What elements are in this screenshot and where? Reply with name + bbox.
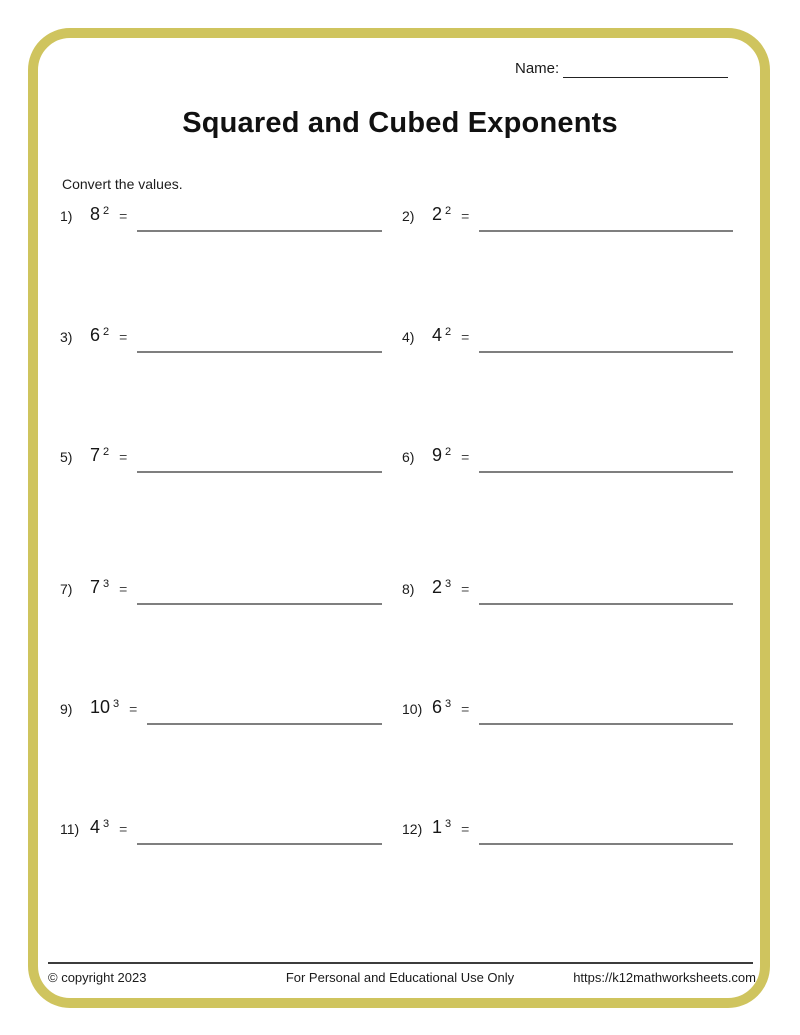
problem-number: 7) — [60, 581, 73, 597]
problem-number: 9) — [60, 701, 73, 717]
instructions-text: Convert the values. — [62, 176, 183, 192]
problem-expression — [90, 698, 119, 718]
problem-12 — [402, 818, 733, 848]
equals-sign: = — [461, 581, 470, 597]
problem-9 — [60, 698, 382, 728]
problem-expression — [432, 205, 451, 225]
footer-divider — [48, 962, 753, 964]
name-input-line[interactable] — [563, 58, 728, 78]
base-number: 2 — [432, 204, 443, 224]
footer-copyright: © copyright 2023 — [48, 970, 147, 985]
problem-11 — [60, 818, 382, 848]
footer-website-url: https://k12mathworksheets.com — [573, 970, 756, 985]
exponent: 2 — [103, 446, 110, 458]
base-number: 9 — [432, 445, 443, 465]
problem-number: 4) — [402, 329, 415, 345]
problem-number: 12) — [402, 821, 423, 837]
answer-line[interactable] — [137, 818, 382, 845]
base-number: 6 — [432, 697, 443, 717]
answer-line[interactable] — [479, 326, 733, 353]
equals-sign: = — [119, 208, 128, 224]
answer-line[interactable] — [479, 446, 733, 473]
problem-number: 8) — [402, 581, 415, 597]
equals-sign: = — [461, 329, 470, 345]
answer-line[interactable] — [137, 326, 382, 353]
base-number: 4 — [432, 325, 443, 345]
exponent: 3 — [445, 818, 452, 830]
problem-4 — [402, 326, 733, 356]
problem-3 — [60, 326, 382, 356]
equals-sign: = — [129, 701, 138, 717]
exponent: 3 — [103, 578, 110, 590]
equals-sign: = — [119, 581, 128, 597]
base-number: 6 — [90, 325, 101, 345]
problem-expression — [432, 446, 451, 466]
answer-line[interactable] — [137, 205, 382, 232]
problem-expression — [432, 578, 451, 598]
exponent: 2 — [445, 205, 452, 217]
problem-expression — [90, 818, 109, 838]
answer-line[interactable] — [137, 578, 382, 605]
base-number: 4 — [90, 817, 101, 837]
problem-expression — [90, 446, 109, 466]
answer-line[interactable] — [479, 818, 733, 845]
problem-expression — [90, 326, 109, 346]
exponent: 2 — [445, 326, 452, 338]
answer-line[interactable] — [479, 578, 733, 605]
problem-number: 2) — [402, 208, 415, 224]
problem-5 — [60, 446, 382, 476]
equals-sign: = — [119, 329, 128, 345]
base-number: 7 — [90, 445, 101, 465]
answer-line[interactable] — [479, 698, 733, 725]
exponent: 3 — [113, 698, 120, 710]
exponent: 2 — [445, 446, 452, 458]
exponent: 2 — [103, 205, 110, 217]
problem-6 — [402, 446, 733, 476]
base-number: 7 — [90, 577, 101, 597]
problem-10 — [402, 698, 733, 728]
problem-number: 10) — [402, 701, 423, 717]
problem-expression — [432, 326, 451, 346]
equals-sign: = — [461, 449, 470, 465]
equals-sign: = — [461, 701, 470, 717]
problem-2 — [402, 205, 733, 235]
footer-usage-note: For Personal and Educational Use Only — [285, 970, 515, 985]
problem-number: 1) — [60, 208, 73, 224]
problem-number: 6) — [402, 449, 415, 465]
problem-number: 5) — [60, 449, 73, 465]
base-number: 2 — [432, 577, 443, 597]
problem-number: 3) — [60, 329, 73, 345]
equals-sign: = — [119, 449, 128, 465]
exponent: 3 — [103, 818, 110, 830]
problem-expression — [432, 698, 451, 718]
answer-line[interactable] — [137, 446, 382, 473]
name-label: Name: — [515, 60, 560, 77]
problem-expression — [90, 205, 109, 225]
base-number: 1 — [432, 817, 443, 837]
exponent: 2 — [103, 326, 110, 338]
equals-sign: = — [461, 208, 470, 224]
problem-expression — [90, 578, 109, 598]
problem-8 — [402, 578, 733, 608]
problem-1 — [60, 205, 382, 235]
exponent: 3 — [445, 578, 452, 590]
answer-line[interactable] — [147, 698, 382, 725]
problem-7 — [60, 578, 382, 608]
problem-expression — [432, 818, 451, 838]
base-number: 10 — [90, 697, 111, 717]
page-title: Squared and Cubed Exponents — [182, 107, 618, 139]
equals-sign: = — [461, 821, 470, 837]
name-field-block — [515, 60, 559, 84]
exponent: 3 — [445, 698, 452, 710]
equals-sign: = — [119, 821, 128, 837]
base-number: 8 — [90, 204, 101, 224]
problem-number: 11) — [60, 821, 80, 837]
answer-line[interactable] — [479, 205, 733, 232]
page-border — [28, 28, 770, 1008]
